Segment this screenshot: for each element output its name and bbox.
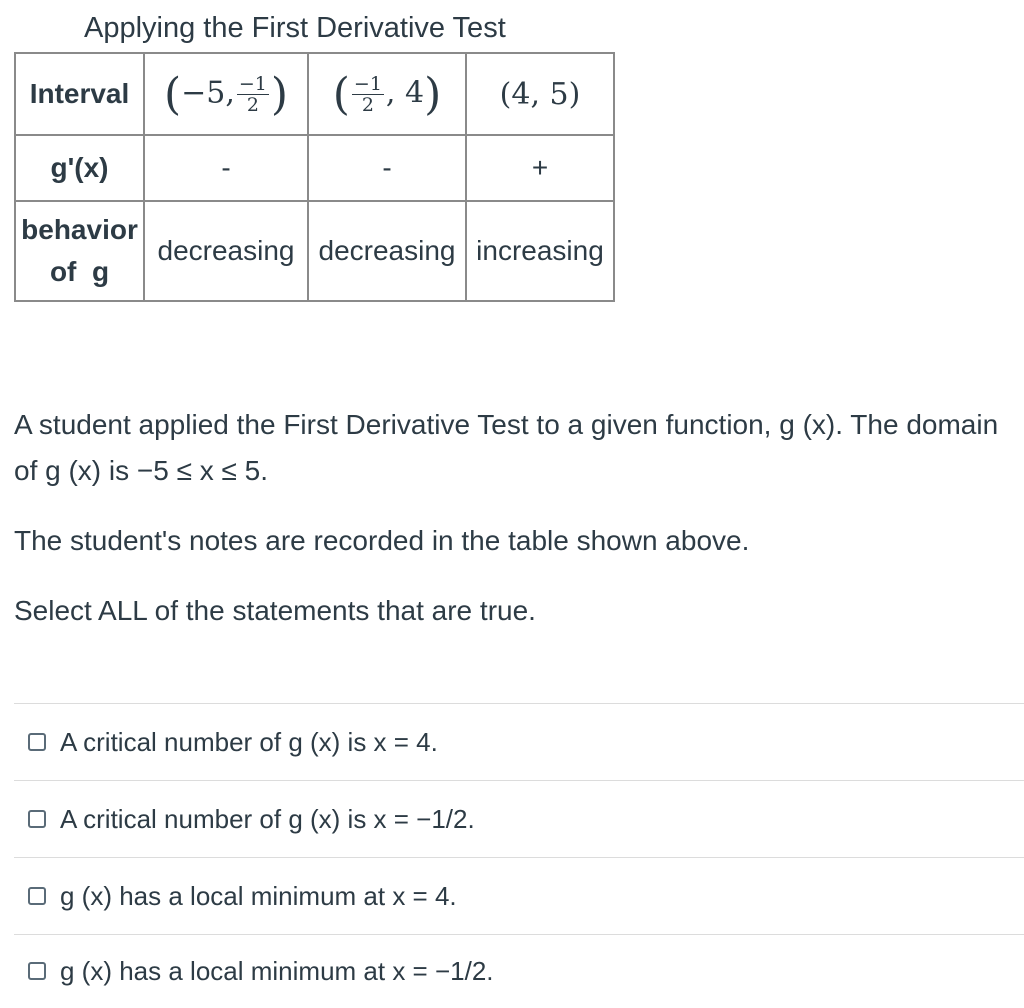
behavior-header (15, 201, 144, 301)
behavior-3: increasing (466, 201, 614, 301)
checkbox[interactable] (28, 810, 46, 828)
question-paragraph-2: The student's notes are recorded in the table shown above. (14, 525, 750, 556)
answer-label[interactable]: A critical number of g (x) is x = −1/2. (60, 803, 475, 834)
interval-header: Interval (15, 53, 144, 135)
behavior-header-line1: behavior (21, 214, 138, 245)
question-text (14, 402, 1019, 634)
checkbox[interactable] (28, 887, 46, 905)
answer-option[interactable] (14, 934, 1024, 1007)
behavior-2: decreasing (308, 201, 466, 301)
behavior-header-line2: of g (49, 256, 110, 287)
answer-list (14, 703, 1024, 1007)
interval-2: ( $\frac{-1}{2}$ , 4) (308, 53, 466, 135)
answer-option[interactable] (14, 780, 1024, 857)
answer-label[interactable]: g (x) has a local minimum at x = 4. (60, 880, 457, 911)
derivative-header: g'(x) (15, 135, 144, 201)
derivative-test-table (14, 52, 615, 302)
question-paragraph-3: Select ALL of the statements that are true. (14, 595, 536, 626)
table-title: Applying the First Derivative Test (84, 12, 506, 44)
answer-option[interactable] (14, 703, 1024, 780)
derivative-sign-2: - (308, 135, 466, 201)
checkbox[interactable] (28, 962, 46, 980)
interval-3: (4, 5) (466, 53, 614, 135)
derivative-sign-3: + (466, 135, 614, 201)
answer-label[interactable]: g (x) has a local minimum at x = −1/2. (60, 955, 494, 986)
derivative-sign-1: - (144, 135, 308, 201)
checkbox[interactable] (28, 733, 46, 751)
behavior-1: decreasing (144, 201, 308, 301)
answer-label[interactable]: A critical number of g (x) is x = 4. (60, 726, 438, 757)
interval-1: (−5, $\frac{-1}{2}$ ) (144, 53, 308, 135)
question-paragraph-1: A student applied the First Derivative Test to a given function, g (x). The domain of g (x) is −5 ≤ x ≤ 5. (14, 409, 999, 486)
answer-option[interactable] (14, 857, 1024, 934)
